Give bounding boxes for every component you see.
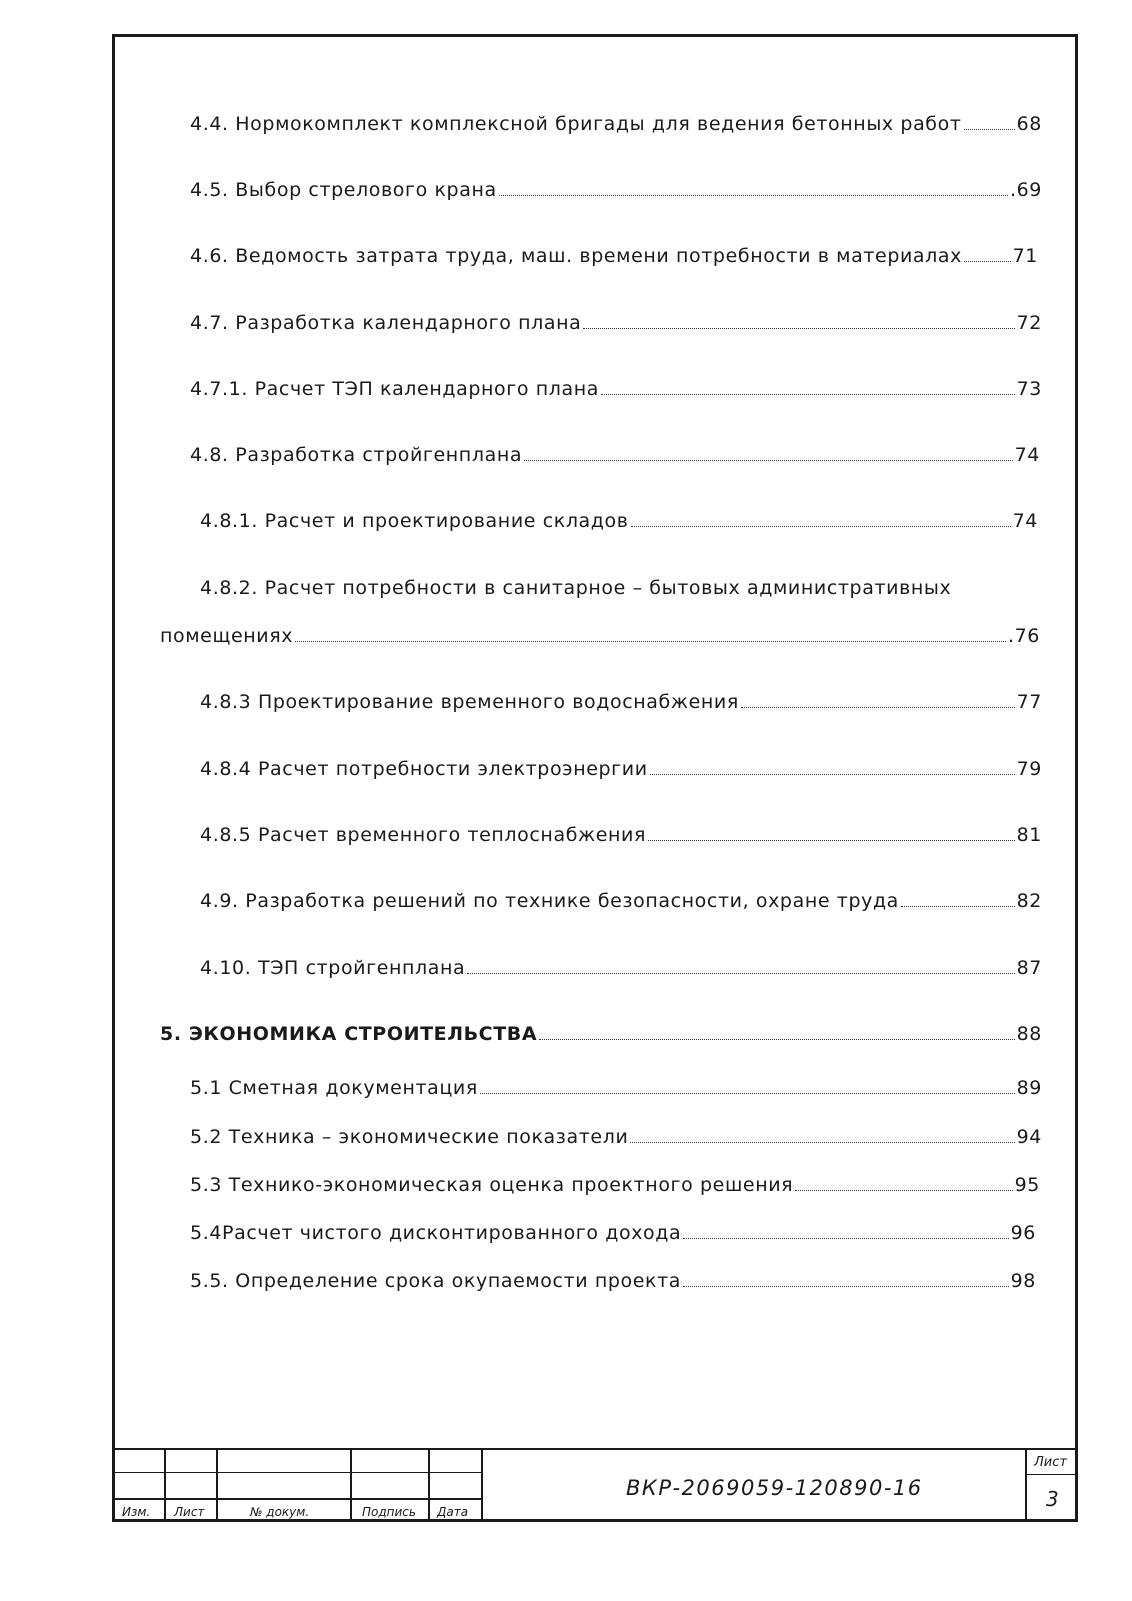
stamp-col-line — [216, 1448, 218, 1522]
toc-leader-dots — [964, 260, 1011, 262]
toc-entry-page: 77 — [1016, 691, 1042, 713]
stamp-row-line — [112, 1472, 482, 1473]
toc-entry[interactable] — [190, 377, 1042, 401]
toc-entry-title: 4.9. Разработка решений по технике безопасности, охране труда — [200, 890, 899, 912]
toc-entry-page: 81 — [1016, 824, 1042, 846]
toc-leader-dots — [295, 640, 1006, 642]
toc-leader-dots — [795, 1189, 1012, 1191]
toc-leader-dots — [539, 1038, 1014, 1040]
toc-entry-page: .69 — [1009, 179, 1042, 201]
toc-entry[interactable] — [190, 311, 1042, 335]
stamp-row-line — [112, 1498, 482, 1500]
toc-entry-page: 68 — [1016, 113, 1042, 135]
toc-leader-dots — [631, 525, 1011, 527]
toc-entry-title: 4.8.4 Расчет потребности электроэнергии — [200, 758, 648, 780]
toc-entry-title-line1[interactable]: 4.8.2. Расчет потребности в санитарное – бытовых административных — [200, 577, 952, 599]
toc-entry[interactable] — [190, 112, 1042, 136]
toc-entry-title: 5. ЭКОНОМИКА СТРОИТЕЛЬСТВА — [160, 1023, 538, 1045]
toc-section-heading[interactable] — [160, 1022, 1042, 1046]
toc-entry[interactable] — [190, 1221, 1036, 1245]
toc-entry[interactable] — [190, 1076, 1042, 1100]
toc-entry-page: 82 — [1016, 890, 1042, 912]
toc-entry-page: 79 — [1016, 758, 1042, 780]
toc-leader-dots — [467, 972, 1014, 974]
stamp-col-line — [481, 1448, 483, 1522]
toc-leader-dots — [630, 1141, 1014, 1143]
toc-leader-dots — [601, 393, 1015, 395]
toc-entry[interactable] — [200, 690, 1042, 714]
toc-entry-page: 88 — [1016, 1023, 1042, 1045]
toc-entry[interactable] — [200, 509, 1038, 533]
toc-leader-dots — [683, 1237, 1008, 1239]
toc-leader-dots — [648, 839, 1015, 841]
title-block — [112, 1448, 1078, 1522]
sheet-number: 3 — [1046, 1487, 1059, 1511]
stamp-col-podpis: Подпись — [362, 1505, 416, 1519]
toc-entry[interactable] — [190, 1269, 1036, 1293]
toc-entry-title: 4.5. Выбор стрелового крана — [190, 179, 497, 201]
stamp-col-line — [164, 1448, 166, 1522]
toc-entry-title: 4.8.1. Расчет и проектирование складов — [200, 510, 629, 532]
toc-entry[interactable] — [200, 757, 1042, 781]
toc-entry-page: .76 — [1007, 625, 1040, 647]
toc-entry-page: 89 — [1016, 1077, 1042, 1099]
toc-leader-dots — [583, 327, 1014, 329]
toc-entry[interactable] — [190, 1173, 1040, 1197]
toc-entry[interactable] — [190, 244, 1038, 268]
toc-entry[interactable] — [190, 1125, 1042, 1149]
toc-entry-page: 71 — [1012, 245, 1038, 267]
toc-entry-title: 4.8.3 Проектирование временного водоснабжения — [200, 691, 739, 713]
stamp-border-top — [112, 1448, 1078, 1450]
toc-entry[interactable] — [190, 443, 1040, 467]
stamp-col-list: Лист — [174, 1505, 205, 1519]
toc-entry-title: 4.6. Ведомость затрата труда, маш. времени потребности в материалах — [190, 245, 962, 267]
stamp-row-line — [1025, 1474, 1078, 1475]
toc-entry[interactable] — [200, 956, 1042, 980]
toc-entry[interactable] — [160, 624, 1040, 648]
toc-leader-dots — [964, 128, 1015, 130]
sheet-label: Лист — [1034, 1455, 1067, 1470]
stamp-col-line — [350, 1448, 352, 1522]
toc-leader-dots — [683, 1285, 1009, 1287]
toc-entry-page: 98 — [1010, 1270, 1036, 1292]
toc-entry-title: 5.5. Определение срока окупаемости проекта — [190, 1270, 682, 1292]
toc-entry-title: 4.8. Разработка стройгенплана — [190, 444, 523, 466]
toc-entry[interactable] — [190, 178, 1042, 202]
toc-leader-dots — [480, 1092, 1015, 1094]
toc-entry-title: 4.4. Нормокомплект комплексной бригады для ведения бетонных работ — [190, 113, 962, 135]
toc-leader-dots — [901, 905, 1015, 907]
toc-entry-title: 4.10. ТЭП стройгенплана — [200, 957, 466, 979]
toc-entry-page: 96 — [1010, 1222, 1036, 1244]
toc-entry-page: 95 — [1014, 1174, 1040, 1196]
toc-entry-page: 73 — [1016, 378, 1042, 400]
toc-leader-dots — [650, 773, 1015, 775]
toc-entry-title: 4.7.1. Расчет ТЭП календарного плана — [190, 378, 599, 400]
toc-entry-title: 5.4Расчет чистого дисконтированного дохода — [190, 1222, 682, 1244]
toc-entry-page: 72 — [1016, 312, 1042, 334]
toc-entry-page: 74 — [1014, 444, 1040, 466]
toc-leader-dots — [499, 194, 1008, 196]
toc-leader-dots — [524, 459, 1013, 461]
stamp-col-izm: Изм. — [122, 1505, 151, 1519]
toc-entry-title: 5.2 Техника – экономические показатели — [190, 1126, 629, 1148]
toc-entry-title: 4.7. Разработка календарного плана — [190, 312, 582, 334]
toc-entry-page: 87 — [1016, 957, 1042, 979]
stamp-col-line — [1025, 1448, 1027, 1522]
toc-entry[interactable] — [200, 823, 1042, 847]
toc-entry[interactable] — [200, 889, 1042, 913]
toc-entry-page: 94 — [1016, 1126, 1042, 1148]
toc-entry-page: 74 — [1012, 510, 1038, 532]
stamp-col-line — [428, 1448, 430, 1522]
toc-entry-title: 5.3 Технико-экономическая оценка проектного решения — [190, 1174, 794, 1196]
stamp-col-data: Дата — [437, 1505, 469, 1519]
toc-entry-title: 5.1 Сметная документация — [190, 1077, 478, 1099]
toc-leader-dots — [741, 706, 1015, 708]
toc-entry-title: 4.8.5 Расчет временного теплоснабжения — [200, 824, 647, 846]
stamp-col-dokum: № докум. — [250, 1505, 310, 1519]
toc-entry-title: помещениях — [160, 625, 294, 647]
document-code: ВКР-2069059-120890-16 — [626, 1476, 923, 1500]
